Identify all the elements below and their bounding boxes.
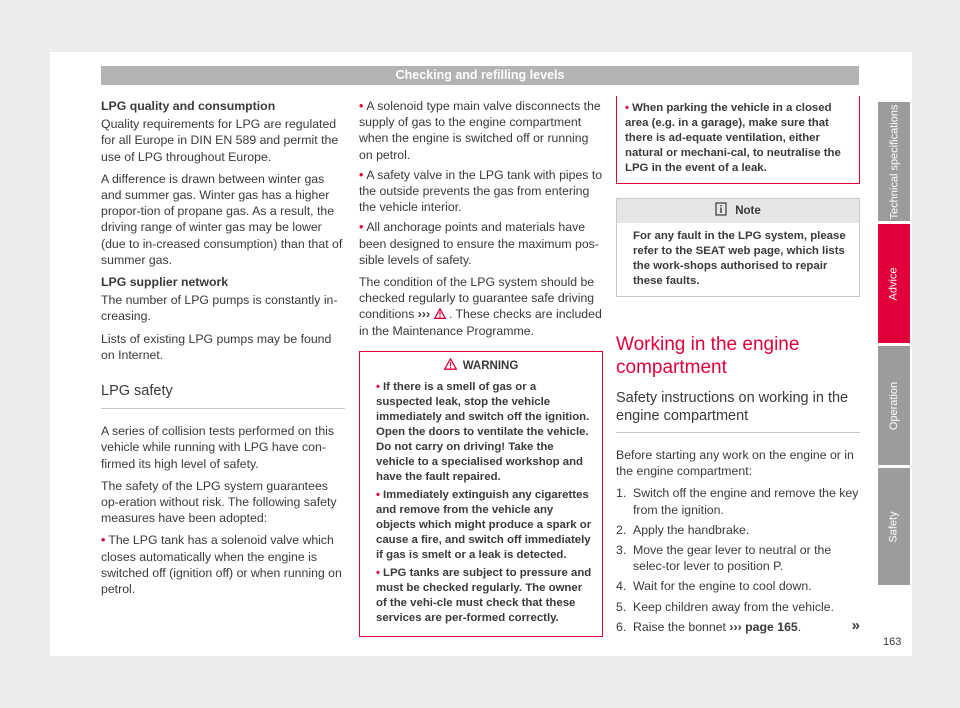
paragraph: The number of LPG pumps is constantly in-creasing.	[101, 293, 338, 324]
warning-label: WARNING	[462, 359, 519, 372]
bullet-icon: •	[625, 102, 633, 114]
paragraph: The condition of the LPG system should be checked regularly to guarantee safe driving conditions ››› . These checks are included in the Maintenance Programme.	[359, 275, 602, 338]
warning-box-continued	[616, 96, 860, 184]
note-header	[617, 199, 859, 223]
list-item: • If there is a smell of gas or a suspected leak, stop the vehicle immediately and switch off the ignition. Open the doors to ventilate the vehicle. Do not carry on driving! Take the vehicle to a specialised workshop and have the fault repaired.	[376, 380, 590, 483]
warning-triangle-icon	[444, 358, 457, 375]
note-box	[616, 198, 860, 297]
list-item: • When parking the vehicle in a closed area (e.g. in a garage), make sure that there is ad-equate ventilation, either natural or mechani-cal, to neutralise the LPG in the event of a leak.	[625, 102, 841, 174]
bullet-icon: •	[359, 99, 364, 113]
list-item: • All anchorage points and materials have been designed to ensure the maximum pos-sible levels of safety.	[359, 220, 599, 267]
subheading-lpg-supplier: LPG supplier network	[101, 275, 229, 290]
list-item: • LPG tanks are subject to pressure and must be checked regularly. The owner of the vehi-cle must check that these services are per-formed correctly.	[376, 566, 592, 624]
list-item: 3. Move the gear lever to neutral or the selec-tor lever to position P.	[616, 543, 832, 574]
paragraph: The safety of the LPG system guarantees op-eration without risk. The following safety measures have been adopted:	[101, 478, 337, 526]
list-item: • A solenoid type main valve disconnects the supply of gas to the engine compartment when the engine is switched off or running on petrol.	[359, 99, 601, 162]
bullet-icon: •	[359, 220, 364, 235]
paragraph: Quality requirements for LPG are regulated for all Europe in DIN EN 589 and permit the use of LPG throughout Europe.	[101, 117, 339, 164]
list-item: • Immediately extinguish any cigarettes and remove from the vehicle any objects which might produce a spark or cause a fire, and switch off immediately if gas is smelt or a leak is detected.	[376, 488, 592, 561]
bullet-icon: •	[376, 488, 380, 501]
warning-box	[359, 351, 603, 637]
bullet-icon: •	[101, 533, 106, 548]
section-heading: Safety instructions on working in the engine compartment	[616, 389, 860, 433]
warning-body	[360, 380, 602, 636]
list-item: • A safety valve in the LPG tank with pipes to the outside prevents the gas from entering the vehicle interior.	[359, 167, 603, 215]
column-3	[616, 98, 860, 639]
info-icon	[715, 202, 727, 221]
column-2	[359, 98, 603, 637]
page-header: Checking and refilling levels	[101, 66, 859, 85]
list-item: • The LPG tank has a solenoid valve which closes automatically when the engine is switched off (ignition off) or when running on petrol.	[101, 533, 342, 597]
note-label: Note	[735, 204, 761, 217]
paragraph: A series of collision tests performed on this vehicle while running with LPG have con-firmed its high level of safety.	[101, 424, 335, 471]
list-item: 5. Keep children away from the vehicle.	[616, 599, 834, 614]
bullet-icon: •	[359, 167, 364, 182]
list-item: 1. Switch off the engine and remove the key from the ignition.	[616, 486, 859, 517]
list-item: 2. Apply the handbrake.	[616, 522, 750, 537]
section-heading-lpg-safety: LPG safety	[101, 369, 345, 409]
list-item: 4. Wait for the engine to cool down.	[616, 579, 812, 594]
warning-header	[360, 352, 602, 380]
tab-technical-specifications[interactable]: Technical specifications	[878, 102, 910, 221]
cross-reference-link[interactable]: ››› page 165	[729, 619, 798, 634]
list-item: 6. Raise the bonnet ››› page 165. »	[616, 616, 860, 634]
page-number: 163	[883, 636, 902, 648]
tab-operation[interactable]: Operation	[878, 346, 910, 465]
bullet-icon: •	[376, 380, 380, 393]
continue-arrow-icon: »	[851, 616, 860, 634]
tab-safety[interactable]: Safety	[878, 468, 910, 585]
chapter-tabs	[878, 102, 910, 588]
numbered-list	[616, 485, 860, 635]
note-body: For any fault in the LPG system, please refer to the SEAT web page, which lists the work-shops authorised to repair these faults.	[633, 230, 846, 287]
column-1	[101, 98, 345, 601]
bullet-icon: •	[376, 566, 380, 579]
paragraph: Lists of existing LPG pumps may be found on Internet.	[101, 331, 332, 362]
subheading-lpg-quality: LPG quality and consumption	[101, 99, 276, 113]
tab-advice[interactable]: Advice	[878, 224, 910, 343]
warning-triangle-icon[interactable]	[434, 307, 449, 321]
paragraph: A difference is drawn between winter gas and summer gas. Winter gas has a higher propor-tion of propane gas. As a result, the driving range of winter gas may be lower (due to in-creased consumption) than that of summer gas.	[101, 171, 343, 267]
paragraph: Before starting any work on the engine or in the engine compartment:	[616, 448, 854, 479]
chapter-heading: Working in the engine compartment	[616, 334, 800, 378]
cross-reference-arrow[interactable]: ›››	[417, 307, 431, 322]
